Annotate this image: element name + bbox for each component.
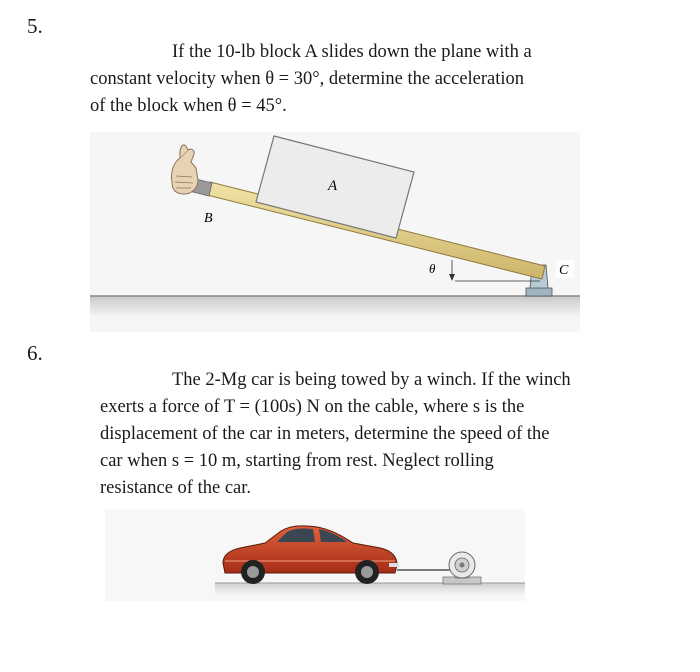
block-a-label: A [328,178,338,194]
pin-c-label: C [559,263,569,278]
ground [215,583,525,595]
problem-6-number: 6. [27,341,43,365]
problem-6-line-2: exerts a force of T = (100s) N on the cable, where s is the [100,397,525,417]
problem-5-line-2: constant velocity when θ = 30°, determine the acceleration [90,69,525,89]
problem-5-number: 5. [27,14,43,38]
problem-6-line-3: displacement of the car in meters, determine the speed of the [100,424,550,444]
angle-label: θ [429,261,436,276]
problem-6-line-4: car when s = 10 m, starting from rest. Neglect rolling [100,451,494,471]
problem-5-text [90,39,638,120]
problem-6-line-5: resistance of the car. [100,478,252,498]
problem-6-text [100,367,645,502]
problem-6-line-1: The 2-Mg car is being towed by a winch. If the winch [172,370,571,390]
car-winch-figure [105,505,525,605]
problem-5-line-3: of the block when θ = 45°. [90,96,287,116]
end-b-label: B [204,211,213,226]
inclined-plane-figure [80,128,590,338]
ground [90,296,580,316]
problem-5-line-1: If the 10-lb block A slides down the plane with a [172,42,532,62]
